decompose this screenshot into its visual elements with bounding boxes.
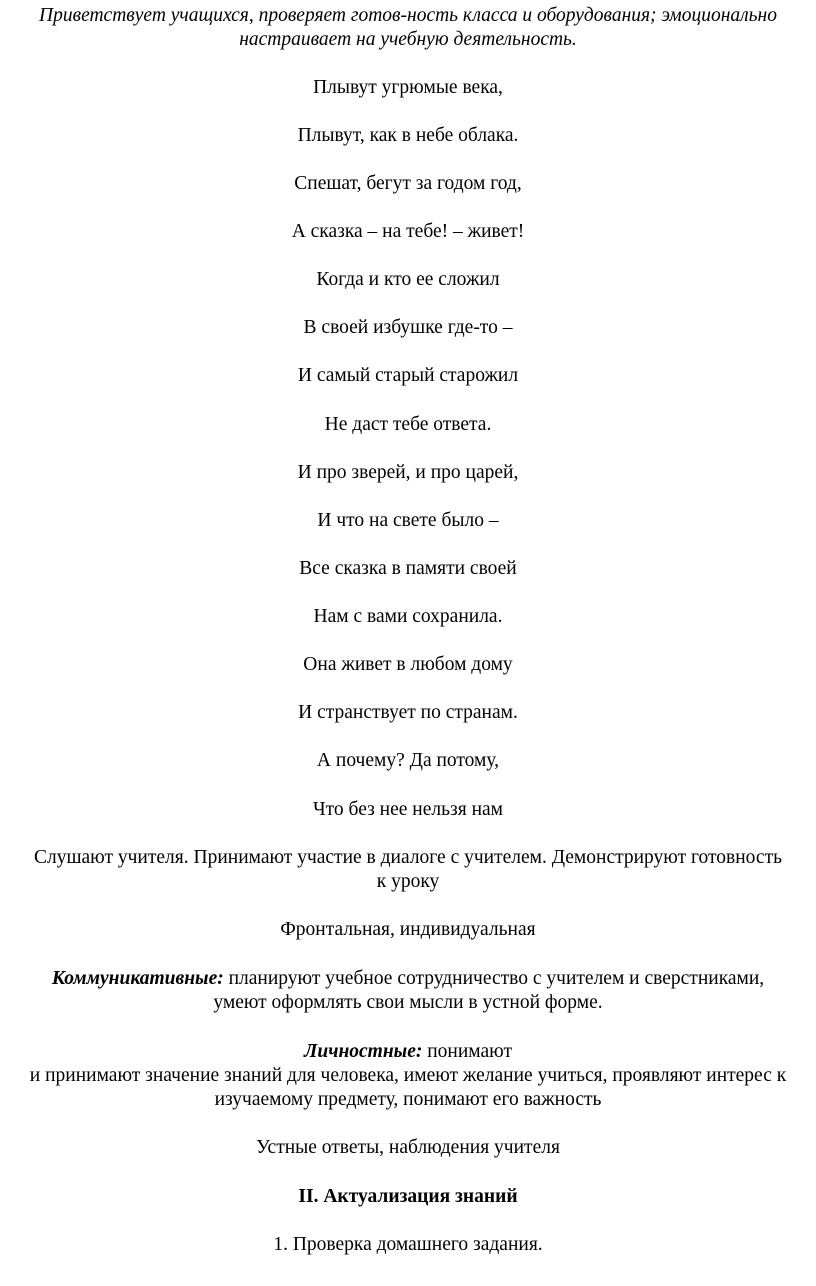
- poem-line: Нам с вами сохранила.: [313, 606, 503, 627]
- personal-line-3: изучаемому предмету, понимают его важность: [214, 1089, 602, 1110]
- poem-line: И про зверей, и про царей,: [297, 462, 519, 483]
- poem-line: И самый старый старожил: [297, 365, 519, 386]
- poem-line: Спешат, бегут за годом год,: [294, 173, 522, 194]
- homework-check: 1. Проверка домашнего задания.: [273, 1234, 543, 1255]
- poem-line: В своей избушке где-то –: [303, 317, 513, 338]
- poem-line: Она живет в любом дому: [303, 654, 513, 675]
- poem-line: А сказка – на тебе! – живет!: [291, 221, 525, 242]
- poem-line: Плывут угрюмые века,: [313, 77, 503, 98]
- communicative-line-2: умеют оформлять свои мысли в устной форме.: [213, 992, 603, 1013]
- poem-line: Не даст тебе ответа.: [324, 414, 492, 435]
- section-heading: II. Актуализация знаний: [298, 1186, 518, 1207]
- poem-line: Что без нее нельзя нам: [312, 799, 503, 820]
- poem-line: И странствует по странам.: [298, 702, 518, 723]
- poem-line: Все сказка в памяти своей: [299, 558, 517, 579]
- poem-line: Плывут, как в небе облака.: [297, 125, 519, 146]
- intro-line-2: настраивает на учебную деятельность.: [239, 29, 577, 50]
- personal-line-1: [0, 1040, 816, 1064]
- communicative-label: Коммуникативные:: [51, 968, 224, 989]
- control-forms: Устные ответы, наблюдения учителя: [256, 1137, 560, 1158]
- personal-line-2: и принимают значение знаний для человека, имеют желание учиться, проявляют интерес к: [29, 1065, 787, 1086]
- communicative-text: планируют учебное сотрудничество с учителем и сверстниками,: [223, 968, 765, 989]
- communicative-line-1: [0, 967, 816, 991]
- poem-line: А почему? Да потому,: [316, 750, 500, 771]
- personal-text: понимают: [422, 1041, 512, 1062]
- poem-line: Когда и кто ее сложил: [316, 269, 500, 290]
- intro-line-1: Приветствует учащихся, проверяет готов-ность класса и оборудования; эмоционально: [39, 5, 777, 26]
- personal-label: Личностные:: [303, 1041, 423, 1062]
- students-activity-line-1: Слушают учителя. Принимают участие в диалоге с учителем. Демонстрируют готовность: [34, 847, 782, 868]
- students-activity-line-2: к уроку: [376, 871, 440, 892]
- work-forms: Фронтальная, индивидуальная: [280, 919, 536, 940]
- poem-line: И что на свете было –: [317, 510, 499, 531]
